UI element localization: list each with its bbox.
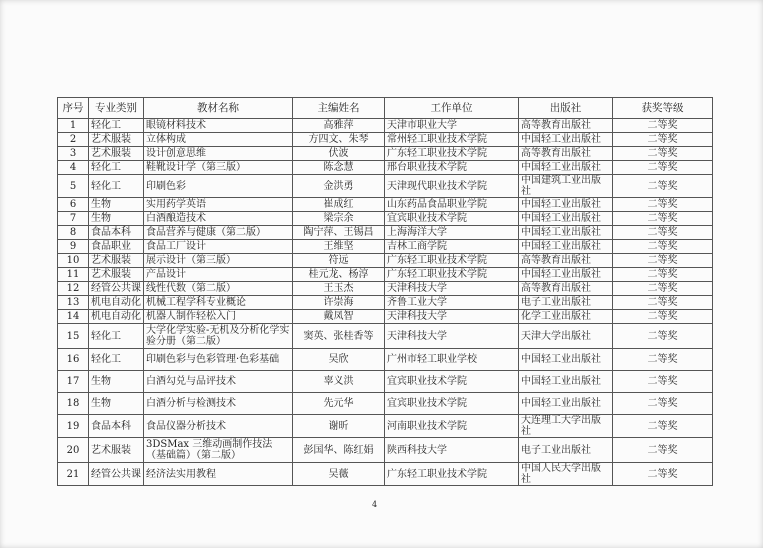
- cell-col-award: 二等奖: [613, 161, 713, 175]
- cell-col-affiliation: 广东轻工职业技术学院: [385, 463, 519, 486]
- header-col-major: 专业类别: [89, 98, 144, 119]
- cell-col-textbook: 印刷色彩: [144, 175, 293, 198]
- table-row: [58, 371, 713, 393]
- cell-col-publisher: 高等教育出版社: [519, 282, 613, 296]
- cell-col-major: 艺术服装: [89, 133, 144, 147]
- cell-col-editor: 伏波: [293, 147, 385, 161]
- cell-col-index: 2: [58, 133, 89, 147]
- cell-col-affiliation: 广东轻工职业技术学院: [385, 147, 519, 161]
- cell-col-affiliation: 常州轻工职业技术学院: [385, 133, 519, 147]
- cell-col-index: 4: [58, 161, 89, 175]
- table-row: [58, 393, 713, 415]
- cell-col-publisher: 大连理工大学出版社: [519, 415, 613, 438]
- table-row: [58, 324, 713, 349]
- cell-col-publisher: 中国轻工业出版社: [519, 198, 613, 212]
- cell-col-editor: 梁宗余: [293, 212, 385, 226]
- cell-col-textbook: 机器人制作轻松入门: [144, 310, 293, 324]
- cell-col-affiliation: 天津科技大学: [385, 324, 519, 349]
- cell-col-editor: 彭国华、陈红娟: [293, 438, 385, 463]
- page-number: 4: [372, 500, 378, 509]
- cell-col-award: 二等奖: [613, 324, 713, 349]
- cell-col-editor: 吴薇: [293, 463, 385, 486]
- cell-col-award: 二等奖: [613, 175, 713, 198]
- cell-col-affiliation: 齐鲁工业大学: [385, 296, 519, 310]
- cell-col-index: 14: [58, 310, 89, 324]
- cell-col-major: 轻化工: [89, 119, 144, 133]
- table-row: [58, 119, 713, 133]
- cell-col-editor: 王维坚: [293, 240, 385, 254]
- table-row: [58, 310, 713, 324]
- cell-col-textbook: 立体构成: [144, 133, 293, 147]
- cell-col-affiliation: 天津现代职业技术学院: [385, 175, 519, 198]
- cell-col-editor: 金洪勇: [293, 175, 385, 198]
- cell-col-textbook: 眼镜材料技术: [144, 119, 293, 133]
- cell-col-affiliation: 上海海洋大学: [385, 226, 519, 240]
- cell-col-publisher: 高等教育出版社: [519, 119, 613, 133]
- table-row: [58, 415, 713, 438]
- header-col-affiliation: 工作单位: [385, 98, 519, 119]
- cell-col-index: 7: [58, 212, 89, 226]
- table-row: [58, 254, 713, 268]
- cell-col-publisher: 中国建筑工业出版社: [519, 175, 613, 198]
- cell-col-editor: 窦英、张桂香等: [293, 324, 385, 349]
- cell-col-editor: 桂元龙、杨淳: [293, 268, 385, 282]
- cell-col-award: 二等奖: [613, 393, 713, 415]
- cell-col-award: 二等奖: [613, 212, 713, 226]
- cell-col-major: 机电自动化: [89, 296, 144, 310]
- header-col-award: 获奖等级: [613, 98, 713, 119]
- cell-col-major: 机电自动化: [89, 310, 144, 324]
- cell-col-editor: 许崇海: [293, 296, 385, 310]
- cell-col-publisher: 中国轻工业出版社: [519, 268, 613, 282]
- cell-col-textbook: 设计创意思维: [144, 147, 293, 161]
- cell-col-affiliation: 广东轻工职业技术学院: [385, 268, 519, 282]
- cell-col-editor: 先元华: [293, 393, 385, 415]
- cell-col-textbook: 食品仪器分析技术: [144, 415, 293, 438]
- cell-col-major: 生物: [89, 371, 144, 393]
- cell-col-award: 二等奖: [613, 282, 713, 296]
- cell-col-index: 5: [58, 175, 89, 198]
- cell-col-award: 二等奖: [613, 240, 713, 254]
- cell-col-publisher: 高等教育出版社: [519, 147, 613, 161]
- cell-col-award: 二等奖: [613, 296, 713, 310]
- cell-col-index: 15: [58, 324, 89, 349]
- cell-col-textbook: 白酒酿造技术: [144, 212, 293, 226]
- cell-col-editor: 崔成红: [293, 198, 385, 212]
- table-row: [58, 438, 713, 463]
- cell-col-affiliation: 天津市职业大学: [385, 119, 519, 133]
- table-row: [58, 226, 713, 240]
- cell-col-index: 13: [58, 296, 89, 310]
- cell-col-major: 艺术服装: [89, 147, 144, 161]
- cell-col-textbook: 实用药学英语: [144, 198, 293, 212]
- cell-col-major: 生物: [89, 212, 144, 226]
- cell-col-editor: 王玉杰: [293, 282, 385, 296]
- cell-col-affiliation: 天津科技大学: [385, 310, 519, 324]
- cell-col-index: 17: [58, 371, 89, 393]
- cell-col-index: 8: [58, 226, 89, 240]
- cell-col-editor: 符远: [293, 254, 385, 268]
- table-row: [58, 133, 713, 147]
- cell-col-publisher: 中国轻工业出版社: [519, 161, 613, 175]
- cell-col-index: 21: [58, 463, 89, 486]
- cell-col-index: 3: [58, 147, 89, 161]
- cell-col-index: 20: [58, 438, 89, 463]
- cell-col-textbook: 鞋靴设计学（第三版）: [144, 161, 293, 175]
- cell-col-publisher: 电子工业出版社: [519, 438, 613, 463]
- cell-col-award: 二等奖: [613, 254, 713, 268]
- cell-col-publisher: 中国轻工业出版社: [519, 240, 613, 254]
- cell-col-major: 生物: [89, 198, 144, 212]
- cell-col-major: 轻化工: [89, 161, 144, 175]
- cell-col-index: 19: [58, 415, 89, 438]
- cell-col-textbook: 白酒分析与检测技术: [144, 393, 293, 415]
- cell-col-editor: 高雅萍: [293, 119, 385, 133]
- cell-col-publisher: 中国人民大学出版社: [519, 463, 613, 486]
- cell-col-major: 经管公共课: [89, 463, 144, 486]
- table-row: [58, 349, 713, 371]
- cell-col-award: 二等奖: [613, 147, 713, 161]
- cell-col-major: 艺术服装: [89, 254, 144, 268]
- table-row: [58, 463, 713, 486]
- cell-col-editor: 吴欣: [293, 349, 385, 371]
- cell-col-publisher: 中国轻工业出版社: [519, 371, 613, 393]
- cell-col-affiliation: 山东药品食品职业学院: [385, 198, 519, 212]
- cell-col-affiliation: 宜宾职业技术学院: [385, 212, 519, 226]
- table-row: [58, 198, 713, 212]
- table-row: [58, 161, 713, 175]
- table-row: [58, 240, 713, 254]
- cell-col-award: 二等奖: [613, 310, 713, 324]
- cell-col-textbook: 线性代数（第二版）: [144, 282, 293, 296]
- cell-col-textbook: 白酒勾兑与品评技术: [144, 371, 293, 393]
- cell-col-publisher: 中国轻工业出版社: [519, 349, 613, 371]
- cell-col-index: 12: [58, 282, 89, 296]
- cell-col-major: 食品本科: [89, 415, 144, 438]
- cell-col-textbook: 经济法实用教程: [144, 463, 293, 486]
- cell-col-affiliation: 广东轻工职业技术学院: [385, 254, 519, 268]
- cell-col-publisher: 中国轻工业出版社: [519, 393, 613, 415]
- cell-col-editor: 陈念慧: [293, 161, 385, 175]
- cell-col-award: 二等奖: [613, 268, 713, 282]
- cell-col-award: 二等奖: [613, 415, 713, 438]
- cell-col-major: 轻化工: [89, 324, 144, 349]
- cell-col-textbook: 产品设计: [144, 268, 293, 282]
- cell-col-major: 艺术服装: [89, 268, 144, 282]
- cell-col-affiliation: 吉林工商学院: [385, 240, 519, 254]
- cell-col-award: 二等奖: [613, 349, 713, 371]
- cell-col-award: 二等奖: [613, 226, 713, 240]
- cell-col-award: 二等奖: [613, 438, 713, 463]
- cell-col-textbook: 机械工程学科专业概论: [144, 296, 293, 310]
- cell-col-editor: 辜义洪: [293, 371, 385, 393]
- header-col-textbook: 教材名称: [144, 98, 293, 119]
- cell-col-publisher: 电子工业出版社: [519, 296, 613, 310]
- table-row: [58, 212, 713, 226]
- table-row: [58, 175, 713, 198]
- cell-col-textbook: 印刷色彩与色彩管理·色彩基础: [144, 349, 293, 371]
- cell-col-award: 二等奖: [613, 198, 713, 212]
- cell-col-index: 16: [58, 349, 89, 371]
- header-col-publisher: 出版社: [519, 98, 613, 119]
- table-row: [58, 282, 713, 296]
- cell-col-index: 9: [58, 240, 89, 254]
- cell-col-affiliation: 广州市轻工职业学校: [385, 349, 519, 371]
- cell-col-publisher: 中国轻工业出版社: [519, 133, 613, 147]
- cell-col-index: 18: [58, 393, 89, 415]
- cell-col-editor: 谢昕: [293, 415, 385, 438]
- award-table: [57, 97, 713, 486]
- header-col-index: 序号: [58, 98, 89, 119]
- cell-col-award: 二等奖: [613, 371, 713, 393]
- cell-col-editor: 陶宁萍、王锡昌: [293, 226, 385, 240]
- cell-col-editor: 戴凤智: [293, 310, 385, 324]
- cell-col-affiliation: 邢台职业技术学院: [385, 161, 519, 175]
- cell-col-award: 二等奖: [613, 119, 713, 133]
- cell-col-affiliation: 天津科技大学: [385, 282, 519, 296]
- cell-col-textbook: 展示设计（第三版）: [144, 254, 293, 268]
- cell-col-publisher: 化学工业出版社: [519, 310, 613, 324]
- cell-col-major: 经管公共课: [89, 282, 144, 296]
- table-row: [58, 268, 713, 282]
- cell-col-index: 11: [58, 268, 89, 282]
- cell-col-major: 食品职业: [89, 240, 144, 254]
- cell-col-index: 1: [58, 119, 89, 133]
- cell-col-publisher: 高等教育出版社: [519, 254, 613, 268]
- cell-col-major: 艺术服装: [89, 438, 144, 463]
- cell-col-publisher: 中国轻工业出版社: [519, 226, 613, 240]
- cell-col-publisher: 天津大学出版社: [519, 324, 613, 349]
- cell-col-major: 轻化工: [89, 349, 144, 371]
- cell-col-textbook: 大学化学实验-无机及分析化学实验分册（第二版）: [144, 324, 293, 349]
- header-col-editor: 主编姓名: [293, 98, 385, 119]
- cell-col-textbook: 3DSMax 三维动画制作技法（基础篇）（第二版）: [144, 438, 293, 463]
- cell-col-index: 10: [58, 254, 89, 268]
- cell-col-affiliation: 陕西科技大学: [385, 438, 519, 463]
- cell-col-award: 二等奖: [613, 463, 713, 486]
- table-row: [58, 296, 713, 310]
- header-row: [58, 98, 713, 119]
- cell-col-affiliation: 宜宾职业技术学院: [385, 371, 519, 393]
- cell-col-textbook: 食品营养与健康（第二版）: [144, 226, 293, 240]
- cell-col-award: 二等奖: [613, 133, 713, 147]
- cell-col-editor: 方四文、朱琴: [293, 133, 385, 147]
- cell-col-major: 食品本科: [89, 226, 144, 240]
- cell-col-major: 生物: [89, 393, 144, 415]
- table-row: [58, 147, 713, 161]
- cell-col-affiliation: 河南职业技术学院: [385, 415, 519, 438]
- cell-col-major: 轻化工: [89, 175, 144, 198]
- cell-col-textbook: 食品工厂设计: [144, 240, 293, 254]
- cell-col-affiliation: 宜宾职业技术学院: [385, 393, 519, 415]
- cell-col-publisher: 中国轻工业出版社: [519, 212, 613, 226]
- cell-col-index: 6: [58, 198, 89, 212]
